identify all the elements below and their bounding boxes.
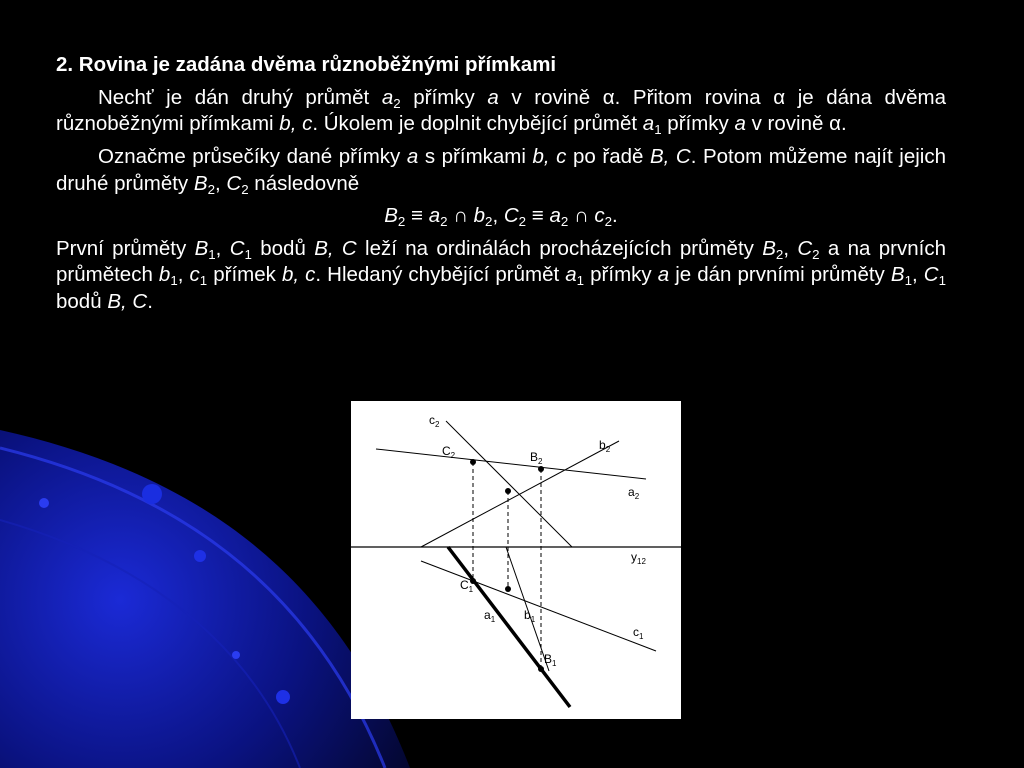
paragraph-3: První průměty $B_1$, $C_1$ bodů B, C leží na ordinálách procházejících průměty $B_2$, $C_2$ a na prvních průmětech $b_1$, $c_1$ přímek b, c. Hledaný chybějící průmět $a_1$ přímky a je dán prvními průměty $B_1$, $C_1$ bodů B, C. <box>56 236 946 314</box>
label-c2: $c_2$ <box>429 413 440 429</box>
point-B2 <box>538 466 544 472</box>
label-b2: $b_2$ <box>599 438 611 454</box>
bubble <box>276 690 290 704</box>
paragraph-1: Nechť je dán druhý průmět $a_2$ přímky a v rovině α. Přitom rovina α je dána dvěma různoběžnými přímkami b, c. Úkolem je doplnit chybějící průmět $a_1$ přímky a v rovině α. <box>56 85 947 138</box>
bubble <box>39 498 49 508</box>
label-B2: $B_2$ <box>530 450 543 466</box>
construction-figure <box>351 401 681 719</box>
bubble <box>232 651 240 659</box>
point-C1 <box>470 578 476 584</box>
label-a2: $a_2$ <box>628 485 640 501</box>
line-a1 <box>448 547 570 707</box>
label-c1: $c_1$ <box>633 625 644 641</box>
point-mid2 <box>505 488 511 494</box>
label-y12: $y_{12}$ <box>631 550 646 566</box>
label-C2: $C_2$ <box>442 444 456 460</box>
formula: $B_2 \equiv a_2$ ∩ $b_2$, $C_2 \equiv a_2$ ∩ $c_2$. <box>384 204 618 230</box>
label-a1: $a_1$ <box>484 608 496 624</box>
label-b1: $b_1$ <box>524 608 536 624</box>
section-heading: 2. Rovina je zadána dvěma různoběžnými přímkami <box>56 53 557 76</box>
blue-swoosh <box>0 430 410 768</box>
bubble <box>142 484 162 504</box>
label-B1: $B_1$ <box>544 652 557 668</box>
slide-text <box>56 52 946 322</box>
line-c1 <box>421 561 656 651</box>
paragraph-2: Označme průsečíky dané přímky a s přímkami b, c po řadě B, C. Potom můžeme najít jejich druhé průměty $B_2$, $C_2$ následovně <box>56 144 947 197</box>
point-B1 <box>538 666 544 672</box>
point-C2 <box>470 459 476 465</box>
label-C1: $C_1$ <box>460 578 474 594</box>
point-mid1 <box>505 586 511 592</box>
line-c2 <box>446 421 572 547</box>
bubble <box>194 550 206 562</box>
